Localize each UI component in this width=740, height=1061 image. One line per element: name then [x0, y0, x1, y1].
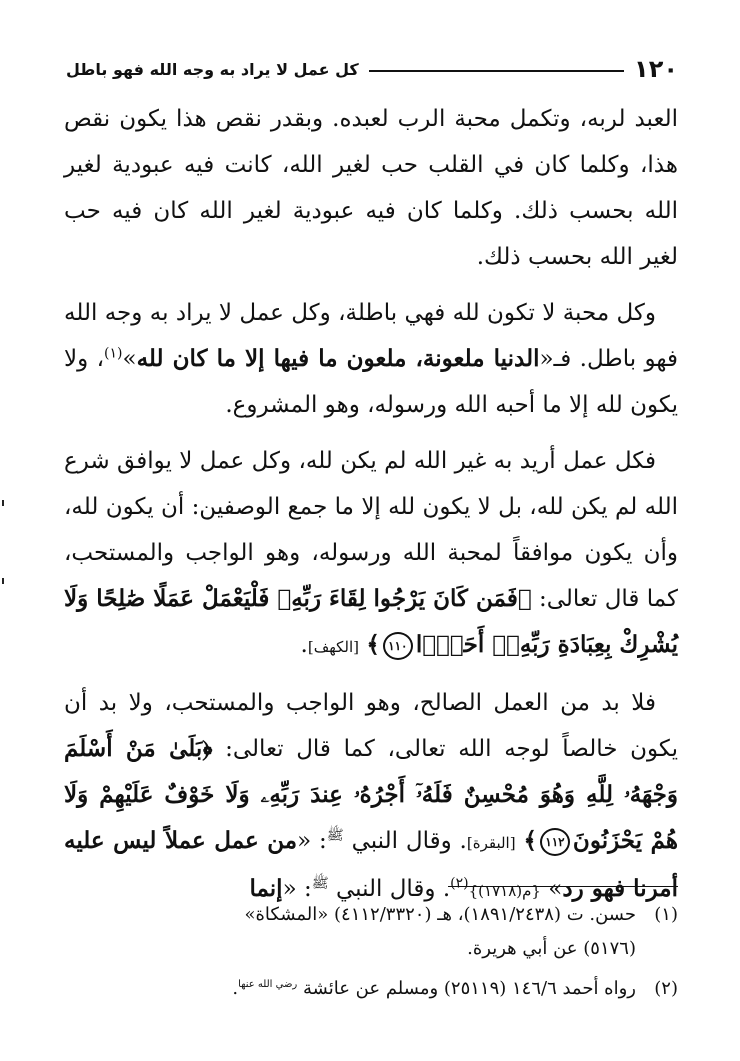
paragraph-3-end: . — [300, 632, 308, 658]
quran-verse-2: ﴿بَلَىٰ مَنْ أَسْلَمَ وَجْهَهُۥ لِلَّهِ وَهُوَ مُحْسِنٌ فَلَهُۥٓ أَجْرُهُۥ عِندَ رَبِّهِۦ وَلَا خَوْفٌ عَلَيْهِمْ وَلَا هُمْ يَحْزَنُونَ — [64, 735, 679, 854]
surah-ref-2: [البقرة] — [466, 834, 516, 852]
footnote-1 — [64, 898, 678, 966]
hadith-source-ref: {م(١٧١٨)} — [468, 882, 541, 900]
paragraph-2 — [64, 290, 678, 428]
paragraph-1 — [64, 96, 678, 280]
pbuh-ligature-2: ﷺ — [311, 875, 329, 892]
paragraph-4-text-c: : « — [297, 828, 327, 854]
paragraph-3 — [64, 438, 678, 670]
hadith-quote-2: من عمل عملاً ليس عليه أمرنا فهو رد — [64, 827, 678, 902]
running-title: كل عمل لا يراد به وجه الله فهو باطل — [66, 59, 359, 79]
paragraph-3-text-a: فكل عمل أريد به غير الله لم يكن لله، وكل عمل لا يوافق شرع الله لم يكن لله، بل لا يكون لله إلا ما جمع الوصفين: أن يكون لله، وأن يكون موافقاً لمحبة الله ورسوله، وهو الواجب والمستحب، كما قال تعالى: — [64, 448, 678, 612]
pbuh-ligature-1: ﷺ — [326, 827, 344, 844]
footnote-ref-1[interactable]: (١) — [104, 345, 123, 362]
margin-mark-1 — [2, 500, 4, 506]
header-rule — [369, 70, 624, 72]
honorific-ligature: رضي الله عنها — [238, 979, 298, 990]
hadith-quote-3: إنما — [249, 875, 283, 902]
footnotes — [64, 898, 678, 1012]
quote-close: » — [122, 346, 137, 372]
paragraph-4-text-f: : « — [282, 876, 312, 902]
footnote-ref-2[interactable]: (٢) — [450, 875, 469, 892]
hadith-quote-1: الدنيا ملعونة، ملعون ما فيها إلا ما كان لله — [136, 345, 540, 372]
page-body — [64, 96, 678, 924]
footnote-2-mark: (٢) — [654, 978, 678, 999]
footnote-2 — [64, 972, 678, 1006]
paragraph-1-text: العبد لربه، وتكمل محبة الرب لعبده. وبقدر نقص هذا يكون نقص هذا، وكلما كان في القلب حب لغير الله، كانت فيه عبودية لغير الله بحسب ذلك. وكلما كان فيه عبودية لغير الله كان فيه حب لغير الله بحسب ذلك. — [64, 106, 678, 270]
footnote-1-line-2: (٥١٧٦) عن أبي هريرة. — [467, 938, 636, 959]
paragraph-2-text-b: ، ولا يكون لله إلا ما أحبه الله ورسوله، وهو المشروع. — [64, 346, 678, 418]
verse-number-1: ١١٠ — [383, 632, 413, 660]
footnote-1-mark: (١) — [654, 904, 678, 925]
footnote-1-line-1: حسن. ت (١٨٩١/٢٤٣٨)، هـ (٤١١٢/٣٣٢٠) «المشكاة» — [244, 904, 636, 925]
margin-mark-2 — [2, 578, 4, 584]
surah-ref-1: [الكهف] — [307, 638, 360, 656]
paragraph-2-text-a: وكل محبة لا تكون لله فهي باطلة، وكل عمل لا يراد به وجه الله فهو باطل. فـ« — [64, 300, 678, 372]
page-number: ١٢٠ — [634, 55, 678, 83]
verse-close-bracket: ﴾ — [523, 827, 537, 854]
paragraph-4 — [64, 680, 678, 914]
verse-close-bracket: ﴾ — [366, 631, 380, 658]
footnote-2-text: رواه أحمد ١٤٦/٦ (٢٥١١٩) ومسلم عن عائشة — [303, 978, 636, 999]
verse-number-2: ١١٢ — [540, 828, 570, 856]
paragraph-4-text-e: . وقال النبي — [328, 876, 451, 902]
paragraph-4-text-b: . وقال النبي — [343, 828, 467, 854]
page-header — [66, 52, 678, 86]
paragraph-4-text-a: فلا بد من العمل الصالح، وهو الواجب والمستحب، ولا بد أن يكون خالصاً لوجه الله تعالى، كما قال تعالى: — [64, 690, 678, 762]
footnote-2-end: . — [232, 978, 239, 999]
paragraph-4-text-d: » — [540, 876, 563, 902]
footnote-rule — [448, 886, 678, 887]
quran-verse-1: ﴿فَمَن كَانَ يَرْجُوا لِقَاءَ رَبِّهِۦ فَلْيَعْمَلْ عَمَلًا صَٰلِحًا وَلَا يُشْرِكْ بِعِبَادَةِ رَبِّهِۦٓ أَحَدًۢا — [64, 585, 678, 658]
